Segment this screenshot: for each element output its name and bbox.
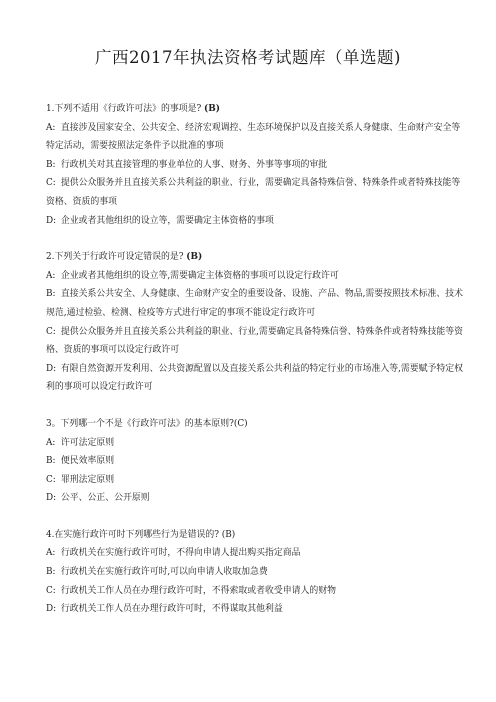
option-text: 行政机关在实施行政许可时,可以向申请人收取加急费 (60, 567, 268, 578)
option-text: 行政机关对其直接管理的事业单位的人事、财务、外事等事项的审批 (60, 159, 328, 170)
question-text: 1.下列不适用《行政许可法》的事项是? (46, 104, 205, 114)
option-b (46, 285, 466, 322)
option-label: B: (46, 159, 56, 170)
option-text: 企业或者其他组织的设立等,需要确定主体资格的事项可以设定行政许可 (60, 270, 339, 281)
option-label: A: (46, 437, 56, 448)
option-text: 公平、公正、公开原则 (60, 493, 150, 504)
option-label: C: (46, 585, 56, 596)
option-b (46, 452, 466, 471)
question-4 (46, 526, 466, 619)
option-label: D: (46, 215, 57, 226)
option-d (46, 489, 466, 508)
option-label: C: (46, 178, 56, 189)
question-stem (46, 415, 466, 434)
option-b (46, 156, 466, 175)
option-label: A: (46, 548, 56, 559)
option-text: 便民效率原则 (60, 456, 115, 467)
option-c (46, 174, 466, 211)
option-label: B: (46, 456, 56, 467)
option-a (46, 434, 466, 453)
answer-mark: (B) (186, 252, 203, 263)
option-d (46, 360, 466, 397)
option-text: 行政机关工作人员在办理行政许可时，不得索取或者收受申请人的财物 (60, 585, 336, 596)
option-label: D: (46, 363, 57, 374)
option-text: 提供公众服务并且直接关系公共利益的职业、行业，需要确定具备特殊信誉、特殊条件或者特殊技能等资格、资质的事项 (46, 178, 461, 207)
option-c (46, 471, 466, 490)
option-label: D: (46, 604, 57, 615)
answer-mark: (B) (204, 104, 220, 114)
option-a (46, 544, 466, 563)
option-b (46, 563, 466, 582)
option-label: B: (46, 289, 56, 300)
option-label: A: (46, 270, 56, 281)
answer-mark: (C) (233, 418, 248, 429)
question-list (46, 100, 466, 637)
question-text: 2.下列关于行政许可设定错误的是? (46, 252, 187, 263)
option-label: B: (46, 567, 56, 578)
answer-mark: (B) (221, 529, 236, 540)
option-text: 直接关系公共安全、人身健康、生命财产安全的重要设备、设施、产品、物品,需要按照技术标准、技术规范,通过检验、检测、检疫等方式进行审定的事项不能设定行政许可 (46, 289, 464, 318)
question-stem (46, 526, 466, 545)
question-text: 3。下列哪一个不是《行政许可法》的基本原则? (46, 418, 234, 429)
option-c (46, 323, 466, 360)
option-text: 罪刑法定原则 (60, 474, 115, 485)
option-label: C: (46, 326, 56, 337)
question-2 (46, 248, 466, 397)
option-a (46, 267, 466, 286)
question-1 (46, 100, 466, 230)
option-d (46, 212, 466, 231)
option-text: 许可法定原则 (60, 437, 115, 448)
question-stem (46, 100, 466, 119)
option-text: 行政机关工作人员在办理行政许可时，不得谋取其他利益 (60, 604, 283, 615)
document-title: 广西2017年执法资格考试题库（单选题) (95, 48, 401, 67)
question-3 (46, 415, 466, 508)
option-text: 有限自然资源开发利用、公共资源配置以及直接关系公共利益的特定行业的市场准入等,需要赋予特定权利的事项可以设定行政许可 (46, 363, 464, 393)
question-stem (46, 248, 466, 267)
option-text: 提供公众服务并且直接关系公共利益的职业、行业,需要确定具备特殊信誉、特殊条件或者特殊技能等资格、资质的事项可以设定行政许可 (46, 326, 464, 356)
option-label: D: (46, 493, 57, 504)
option-text: 直接涉及国家安全、公共安全、经济宏观调控、生态环境保护以及直接关系人身健康、生命财产安全等特定活动，需要按照法定条件予以批准的事项 (46, 122, 461, 152)
question-text: 4.在实施行政许可时下列哪些行为是错误的? (46, 529, 222, 540)
option-c (46, 582, 466, 601)
option-text: 企业或者其他组织的设立等，需要确定主体资格的事项 (60, 215, 274, 226)
option-a (46, 119, 466, 156)
option-label: C: (46, 474, 56, 485)
option-d (46, 600, 466, 619)
option-text: 行政机关在实施行政许可时，不得向申请人提出购买指定商品 (60, 548, 301, 559)
option-label: A: (46, 122, 56, 133)
